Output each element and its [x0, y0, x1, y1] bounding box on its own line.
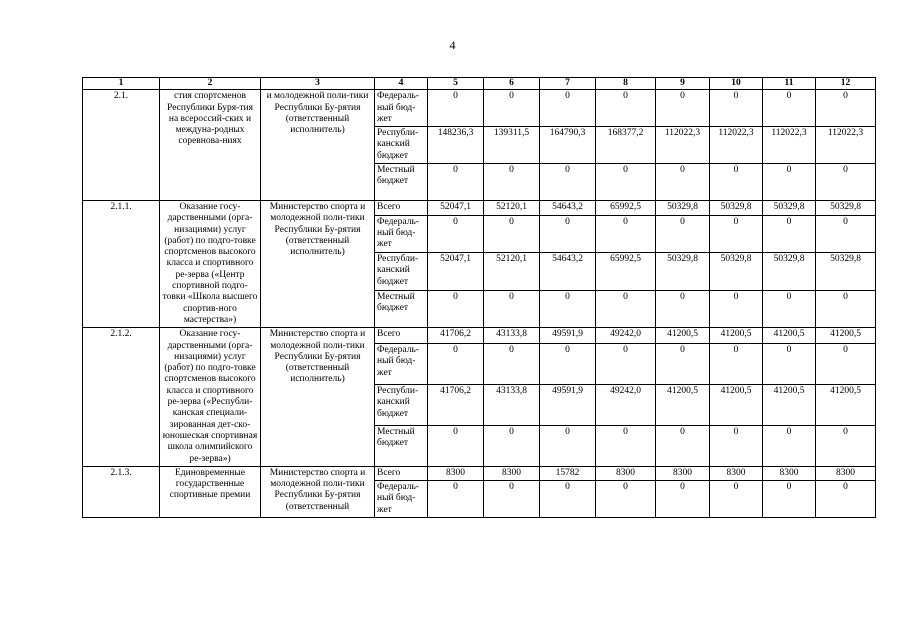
funding-value: 0: [656, 481, 710, 518]
funding-value: 41706,2: [428, 328, 484, 344]
funding-value: 0: [596, 481, 656, 518]
item-number: 2.1.1.: [83, 200, 160, 327]
funding-value: 0: [816, 90, 876, 127]
funding-source: Республи-канский бюджет: [375, 384, 428, 425]
item-executor: Министерство спорта и молодежной поли-тики Республики Бу-рятия (ответственный: [261, 466, 375, 517]
funding-value: 0: [816, 425, 876, 466]
funding-value: 0: [484, 90, 540, 127]
funding-value: 50329,8: [763, 200, 816, 215]
funding-value: 164790,3: [540, 127, 596, 164]
funding-value: 43133,8: [484, 328, 540, 344]
table-row: [83, 466, 876, 480]
funding-value: 54643,2: [540, 200, 596, 215]
funding-value: 50329,8: [710, 200, 763, 215]
funding-value: 8300: [763, 466, 816, 480]
funding-value: 0: [656, 344, 710, 385]
funding-value: 0: [763, 164, 816, 201]
item-executor: Министерство спорта и молодежной поли-тики Республики Бу-рятия (ответственный исполнитель): [261, 200, 375, 327]
funding-source: Местный бюджет: [375, 164, 428, 201]
col-header: 9: [656, 78, 710, 90]
funding-value: 0: [656, 215, 710, 253]
col-header: 1: [83, 78, 160, 90]
col-header: 8: [596, 78, 656, 90]
funding-value: 0: [428, 425, 484, 466]
funding-source: Федераль-ный бюд-жет: [375, 481, 428, 518]
item-number: 2.1.2.: [83, 328, 160, 467]
funding-value: 0: [596, 164, 656, 201]
funding-source: Федераль-ный бюд-жет: [375, 215, 428, 253]
col-header: 6: [484, 78, 540, 90]
funding-value: 49242,0: [596, 384, 656, 425]
funding-value: 0: [484, 164, 540, 201]
table-row: [83, 200, 876, 215]
funding-value: 0: [484, 344, 540, 385]
funding-value: 0: [428, 215, 484, 253]
funding-value: 41200,5: [763, 384, 816, 425]
funding-value: 0: [710, 164, 763, 201]
funding-value: 0: [710, 215, 763, 253]
funding-value: 0: [816, 344, 876, 385]
funding-value: 0: [710, 481, 763, 518]
funding-value: 15782: [540, 466, 596, 480]
funding-value: 0: [763, 90, 816, 127]
funding-value: 0: [656, 290, 710, 328]
budget-table: [82, 77, 876, 518]
item-executor: и молодежной поли-тики Республики Бу-рятия (ответственный исполнитель): [261, 90, 375, 201]
funding-value: 0: [540, 90, 596, 127]
funding-value: 0: [763, 481, 816, 518]
funding-value: 148236,3: [428, 127, 484, 164]
funding-value: 112022,3: [710, 127, 763, 164]
funding-value: 0: [710, 344, 763, 385]
funding-value: 52047,1: [428, 253, 484, 291]
funding-value: 8300: [484, 466, 540, 480]
funding-value: 65992,5: [596, 253, 656, 291]
funding-source: Республи-канский бюджет: [375, 253, 428, 291]
funding-value: 0: [596, 215, 656, 253]
funding-value: 41200,5: [710, 328, 763, 344]
item-name: Оказание госу-дарственными (орга-низациями) услуг (работ) по подго-товке спортсменов высокого класса и спортивного ре-зерва («Республи-канская специали-зированная дет-ско-юношеская спортивная школа олимпийского ре-зерва»): [160, 328, 261, 467]
funding-source: Федераль-ный бюд-жет: [375, 344, 428, 385]
funding-value: 0: [656, 164, 710, 201]
funding-value: 8300: [816, 466, 876, 480]
funding-value: 0: [656, 90, 710, 127]
funding-value: 139311,5: [484, 127, 540, 164]
funding-value: 54643,2: [540, 253, 596, 291]
col-header: 2: [160, 78, 261, 90]
funding-value: 0: [656, 425, 710, 466]
funding-value: 41200,5: [816, 328, 876, 344]
funding-value: 8300: [428, 466, 484, 480]
funding-value: 0: [816, 164, 876, 201]
funding-value: 0: [816, 290, 876, 328]
funding-value: 52120,1: [484, 253, 540, 291]
funding-value: 112022,3: [763, 127, 816, 164]
funding-value: 41200,5: [656, 328, 710, 344]
funding-value: 41706,2: [428, 384, 484, 425]
funding-value: 49591,9: [540, 328, 596, 344]
col-header: 5: [428, 78, 484, 90]
funding-value: 168377,2: [596, 127, 656, 164]
item-name: стия спортсменов Республики Буря-тия на всероссий-ских и междуна-родных соревнова-ниях: [160, 90, 261, 201]
funding-value: 0: [540, 481, 596, 518]
funding-value: 0: [540, 425, 596, 466]
funding-value: 50329,8: [816, 200, 876, 215]
funding-value: 8300: [596, 466, 656, 480]
funding-value: 0: [484, 425, 540, 466]
funding-value: 0: [763, 344, 816, 385]
funding-source: Всего: [375, 200, 428, 215]
funding-value: 50329,8: [710, 253, 763, 291]
funding-value: 0: [763, 425, 816, 466]
funding-value: 41200,5: [816, 384, 876, 425]
item-executor: Министерство спорта и молодежной поли-тики Республики Бу-рятия (ответственный исполнитель): [261, 328, 375, 467]
funding-value: 65992,5: [596, 200, 656, 215]
funding-source: Всего: [375, 328, 428, 344]
funding-value: 112022,3: [656, 127, 710, 164]
funding-value: 0: [596, 425, 656, 466]
funding-value: 49591,9: [540, 384, 596, 425]
col-header: 10: [710, 78, 763, 90]
item-number: 2.1.: [83, 90, 160, 201]
funding-value: 8300: [656, 466, 710, 480]
funding-value: 41200,5: [710, 384, 763, 425]
funding-value: 0: [540, 215, 596, 253]
funding-value: 0: [540, 164, 596, 201]
funding-value: 0: [484, 215, 540, 253]
funding-value: 0: [596, 90, 656, 127]
funding-value: 0: [710, 290, 763, 328]
funding-value: 0: [596, 344, 656, 385]
funding-value: 50329,8: [656, 200, 710, 215]
funding-value: 0: [710, 90, 763, 127]
col-header: 4: [375, 78, 428, 90]
item-name: Единовременные государственные спортивные премии: [160, 466, 261, 517]
col-header: 12: [816, 78, 876, 90]
page-number: 4: [449, 38, 456, 52]
funding-value: 0: [428, 90, 484, 127]
funding-source: Республи-канский бюджет: [375, 127, 428, 164]
table-body: [83, 90, 876, 518]
table-row: [83, 90, 876, 127]
funding-value: 43133,8: [484, 384, 540, 425]
table-header-row: [83, 78, 876, 90]
funding-source: Федераль-ный бюд-жет: [375, 90, 428, 127]
funding-value: 8300: [710, 466, 763, 480]
col-header: 3: [261, 78, 375, 90]
funding-value: 0: [540, 290, 596, 328]
item-number: 2.1.3.: [83, 466, 160, 517]
col-header: 7: [540, 78, 596, 90]
funding-value: 50329,8: [816, 253, 876, 291]
funding-value: 0: [484, 481, 540, 518]
funding-value: 112022,3: [816, 127, 876, 164]
funding-value: 0: [763, 215, 816, 253]
funding-value: 50329,8: [656, 253, 710, 291]
funding-value: 0: [428, 290, 484, 328]
item-name: Оказание госу-дарственными (орга-низациями) услуг (работ) по подго-товке спортсменов высокого класса и спортивного ре-зерва («Центр спортивной подго-товки «Школа высшего спортив-ного мастерства»): [160, 200, 261, 327]
funding-value: 52120,1: [484, 200, 540, 215]
funding-value: 41200,5: [656, 384, 710, 425]
funding-value: 0: [816, 481, 876, 518]
funding-value: 0: [428, 481, 484, 518]
table-row: [83, 328, 876, 344]
funding-value: 0: [596, 290, 656, 328]
funding-source: Местный бюджет: [375, 425, 428, 466]
funding-value: 50329,8: [763, 253, 816, 291]
funding-value: 49242,0: [596, 328, 656, 344]
col-header: 11: [763, 78, 816, 90]
funding-value: 41200,5: [763, 328, 816, 344]
funding-value: 0: [428, 344, 484, 385]
funding-value: 0: [710, 425, 763, 466]
funding-value: 0: [816, 215, 876, 253]
funding-value: 52047,1: [428, 200, 484, 215]
funding-value: 0: [540, 344, 596, 385]
funding-value: 0: [428, 164, 484, 201]
funding-value: 0: [484, 290, 540, 328]
funding-source: Всего: [375, 466, 428, 480]
funding-value: 0: [763, 290, 816, 328]
funding-source: Местный бюджет: [375, 290, 428, 328]
